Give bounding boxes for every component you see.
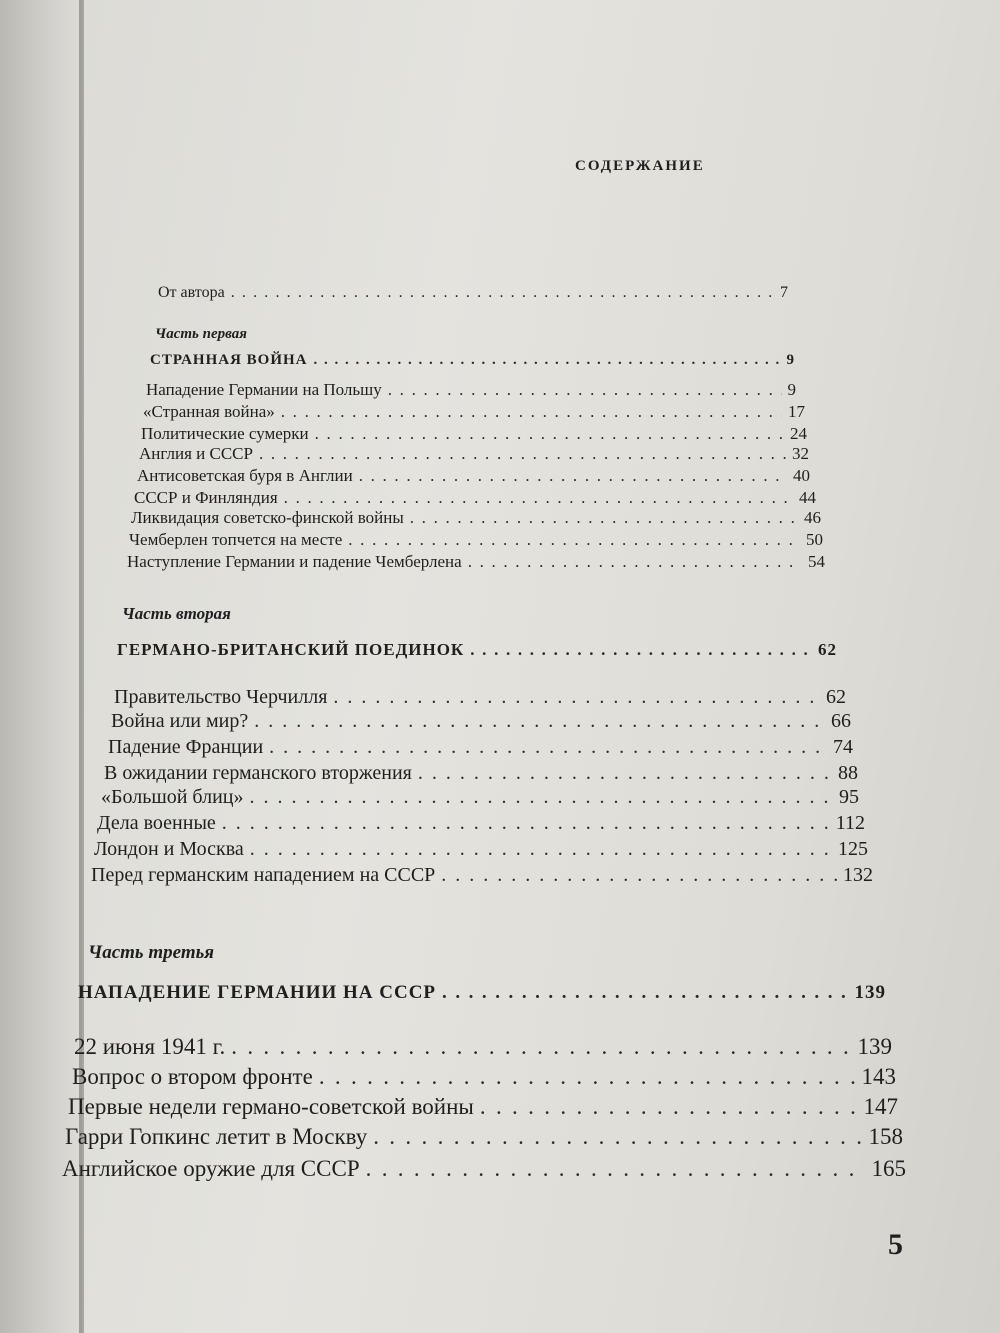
dot-leader (250, 838, 832, 861)
toc-title: «Странная война» (143, 402, 275, 421)
toc-row (94, 838, 868, 861)
toc-page: 9 (786, 352, 795, 368)
part-heading (150, 352, 795, 369)
toc-title: Гарри Гопкинс летит в Москву (65, 1124, 368, 1149)
toc-row (146, 380, 796, 400)
toc-row (114, 686, 846, 709)
toc-page: 112 (835, 812, 865, 834)
part-label: Часть первая (155, 326, 247, 342)
dot-leader (231, 1034, 851, 1060)
toc-title: В ожидании германского вторжения (104, 762, 412, 784)
toc-page: 32 (792, 444, 809, 463)
toc-page: 74 (833, 736, 853, 758)
toc-title: Падение Франции (108, 736, 264, 758)
toc-page: 147 (863, 1094, 898, 1119)
toc-page: 158 (868, 1124, 903, 1149)
dot-leader (359, 466, 787, 486)
toc-title: ГЕРМАНО-БРИТАНСКИЙ ПОЕДИНОК (117, 640, 465, 659)
toc-title: Чемберлен топчется на месте (129, 530, 343, 549)
dot-leader (250, 786, 834, 809)
toc-title: Ликвидация советско-финской войны (131, 508, 404, 527)
dot-leader (333, 686, 820, 709)
dot-leader (284, 488, 793, 508)
toc-page: 46 (804, 508, 821, 527)
toc-row (137, 466, 810, 486)
toc-row (139, 444, 809, 464)
toc-title: Английское оружие для СССР (62, 1156, 360, 1181)
dot-leader (281, 402, 782, 422)
toc-title: Наступление Германии и падение Чемберлена (127, 552, 462, 571)
toc-row (74, 1034, 892, 1060)
toc-row (129, 530, 823, 550)
toc-page: 139 (857, 1034, 892, 1059)
dot-leader (441, 864, 837, 887)
toc-row (104, 762, 858, 785)
toc-title: Антисоветская буря в Англии (137, 466, 353, 485)
dot-leader (348, 530, 800, 550)
toc-row (97, 812, 865, 835)
toc-page: 7 (780, 284, 788, 301)
toc-row (108, 736, 853, 759)
dot-leader (259, 444, 786, 464)
toc-row (72, 1064, 896, 1090)
toc-page: 17 (788, 402, 805, 421)
toc-title: Война или мир? (111, 710, 249, 732)
dot-leader (254, 710, 825, 733)
toc-page: 9 (787, 380, 796, 399)
dot-leader (314, 352, 781, 369)
dot-leader (269, 736, 827, 759)
toc-row (134, 488, 816, 508)
toc-page: 143 (861, 1064, 896, 1089)
toc-page: 54 (808, 552, 825, 571)
toc-page: 24 (790, 424, 807, 443)
toc-row (111, 710, 851, 733)
dot-leader (470, 640, 812, 660)
dot-leader (222, 812, 830, 835)
toc-page: 40 (793, 466, 810, 485)
toc-row (91, 864, 873, 887)
toc-page: 88 (838, 762, 858, 784)
toc-row-intro (158, 284, 788, 302)
dot-leader (442, 982, 848, 1004)
toc-page: 50 (806, 530, 823, 549)
page-title: СОДЕРЖАНИЕ (575, 158, 705, 174)
part-label: Часть вторая (122, 604, 231, 623)
part-heading (78, 982, 886, 1004)
dot-leader (468, 552, 802, 572)
toc-row (68, 1094, 898, 1120)
toc-title: 22 июня 1941 г. (74, 1034, 226, 1059)
toc-title: СССР и Финляндия (134, 488, 278, 507)
toc-row (127, 552, 825, 572)
dot-leader (319, 1064, 856, 1090)
toc-page: 62 (818, 640, 837, 659)
toc-title: Дела военные (97, 812, 216, 834)
part-heading (117, 640, 837, 660)
toc-title: Англия и СССР (139, 444, 253, 463)
toc-title: Политические сумерки (141, 424, 309, 443)
toc-page: 139 (854, 982, 886, 1003)
toc-title: СТРАННАЯ ВОЙНА (150, 352, 308, 368)
toc-title: Первые недели германо-советской войны (68, 1094, 474, 1119)
dot-leader (388, 380, 782, 400)
dot-leader (366, 1156, 866, 1182)
toc-page: 62 (826, 686, 846, 708)
toc-page: 66 (831, 710, 851, 732)
toc-page: 95 (839, 786, 859, 808)
toc-page: 165 (871, 1156, 906, 1181)
dot-leader (480, 1094, 858, 1120)
toc-title: Правительство Черчилля (114, 686, 328, 708)
dot-leader (373, 1124, 862, 1150)
dot-leader (231, 284, 774, 302)
dot-leader (418, 762, 832, 785)
toc-row (131, 508, 821, 528)
part-label: Часть третья (88, 942, 215, 963)
toc-page: 132 (843, 864, 873, 886)
toc-row (143, 402, 805, 422)
toc-title: От автора (158, 284, 225, 301)
toc-title: Вопрос о втором фронте (72, 1064, 313, 1089)
toc-page: 125 (838, 838, 868, 860)
toc-row (141, 424, 807, 444)
toc-title: «Большой блиц» (101, 786, 244, 808)
toc-row (62, 1156, 906, 1182)
toc-title: Нападение Германии на Польшу (146, 380, 382, 399)
toc-page: 44 (799, 488, 816, 507)
toc-row (65, 1124, 903, 1150)
dot-leader (315, 424, 784, 444)
toc-row (101, 786, 859, 809)
toc-title: Перед германским нападением на СССР (91, 864, 436, 886)
toc-title: Лондон и Москва (94, 838, 244, 860)
dot-leader (410, 508, 798, 528)
page-number: 5 (888, 1228, 903, 1261)
toc-title: НАПАДЕНИЕ ГЕРМАНИИ НА СССР (78, 982, 437, 1003)
